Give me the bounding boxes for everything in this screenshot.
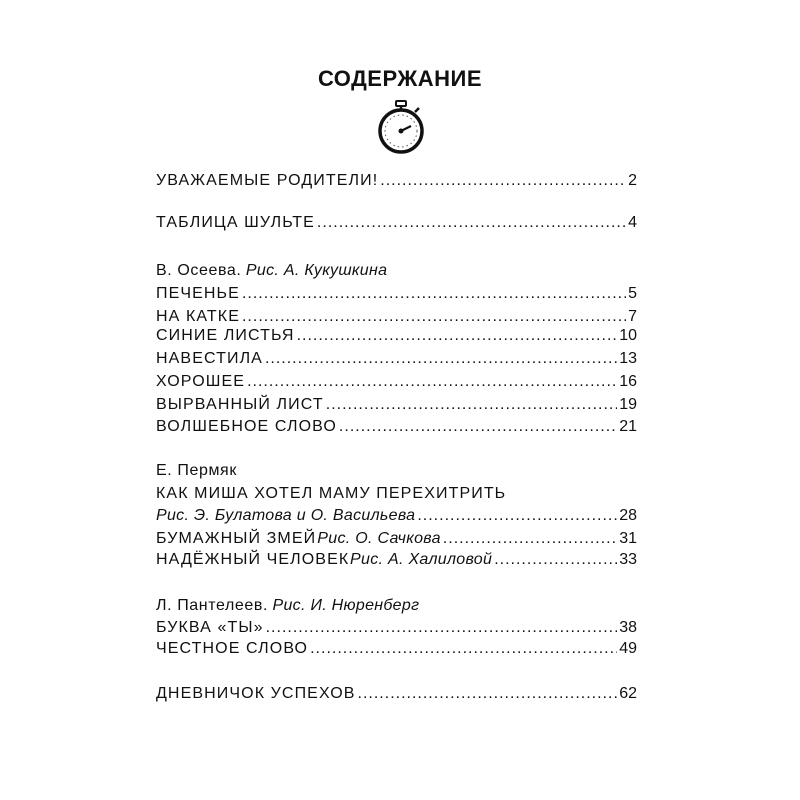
dot-leader (266, 617, 618, 639)
entry-title: ВОЛШЕБНОЕ СЛОВО (156, 418, 337, 435)
dot-leader (443, 528, 617, 550)
page-number: 38 (619, 619, 637, 636)
page-number: 49 (619, 640, 637, 657)
page-number: 16 (619, 373, 637, 390)
toc-entry (156, 394, 637, 416)
entry-title: НАДЁЖНЫЙ ЧЕЛОВЕК (156, 551, 350, 568)
dot-leader (358, 683, 618, 705)
page-number: 19 (619, 396, 637, 413)
dot-leader (339, 416, 617, 438)
dot-leader (265, 348, 617, 370)
page-number: 31 (619, 530, 637, 547)
toc-entry (156, 325, 637, 347)
illustrator-credit: Рис. А. Халиловой (350, 551, 493, 568)
dot-leader (494, 549, 617, 571)
section-heading (156, 595, 419, 617)
entry-title: КАК МИША ХОТЕЛ МАМУ ПЕРЕХИТРИТЬ (156, 485, 507, 502)
entry-title: ТАБЛИЦА ШУЛЬТЕ (156, 214, 315, 231)
dot-leader (247, 371, 617, 393)
entry-title: НА КАТКЕ (156, 308, 240, 325)
illustrator-credit: Рис. А. Кукушкина (245, 262, 388, 279)
entry-title: УВАЖАЕМЫЕ РОДИТЕЛИ! (156, 172, 379, 189)
toc-entry (156, 617, 637, 639)
page-number: 4 (628, 214, 637, 231)
toc-entry (156, 371, 637, 393)
illustrator-credit: Рис. Э. Булатова и О. Васильева (156, 507, 416, 524)
author-name: Е. Пермяк (156, 462, 237, 479)
page-number: 2 (628, 172, 637, 189)
entry-title: БУМАЖНЫЙ ЗМЕЙ (156, 530, 317, 547)
toc-entry (156, 638, 637, 660)
entry-title: ВЫРВАННЫЙ ЛИСТ (156, 396, 324, 413)
page-number: 33 (619, 551, 637, 568)
dot-leader (317, 212, 626, 234)
toc-entry (156, 683, 637, 705)
toc-entry (156, 505, 637, 527)
dot-leader (380, 170, 626, 192)
entry-title: ЧЕСТНОЕ СЛОВО (156, 640, 309, 657)
page-number: 28 (619, 507, 637, 524)
toc-entry (156, 416, 637, 438)
entry-title: БУКВА «ТЫ» (156, 619, 264, 636)
entry-title: ДНЕВНИЧОК УСПЕХОВ (156, 685, 356, 702)
toc-entry (156, 348, 637, 370)
page-number: 62 (619, 685, 637, 702)
dot-leader (242, 283, 626, 305)
dot-leader (297, 325, 618, 347)
section-heading (156, 260, 387, 282)
illustrator-credit: Рис. О. Сачкова (317, 530, 441, 547)
author-name: Л. Пантелеев. (156, 597, 269, 614)
page-number: 13 (619, 350, 637, 367)
illustrator-credit: Рис. И. Нюренберг (272, 597, 420, 614)
dot-leader (310, 638, 617, 660)
toc-entry (156, 549, 637, 571)
toc-entry (156, 283, 637, 305)
entry-title: ХОРОШЕЕ (156, 373, 246, 390)
page-title: СОДЕРЖАНИЕ (317, 66, 483, 91)
entry-title: НАВЕСТИЛА (156, 350, 263, 367)
page-number: 7 (628, 308, 637, 325)
dot-leader (417, 505, 617, 527)
dot-leader (326, 394, 617, 416)
author-name: В. Осеева. (156, 262, 242, 279)
page-number: 5 (628, 285, 637, 302)
section-heading (156, 460, 237, 482)
page-number: 21 (619, 418, 637, 435)
toc-entry (156, 212, 637, 234)
entry-title: ПЕЧЕНЬЕ (156, 285, 240, 302)
entry-title: СИНИЕ ЛИСТЬЯ (156, 327, 295, 344)
toc-entry (156, 170, 637, 192)
toc-entry (156, 528, 637, 550)
stopwatch-icon (373, 100, 429, 156)
page-number: 10 (619, 327, 637, 344)
